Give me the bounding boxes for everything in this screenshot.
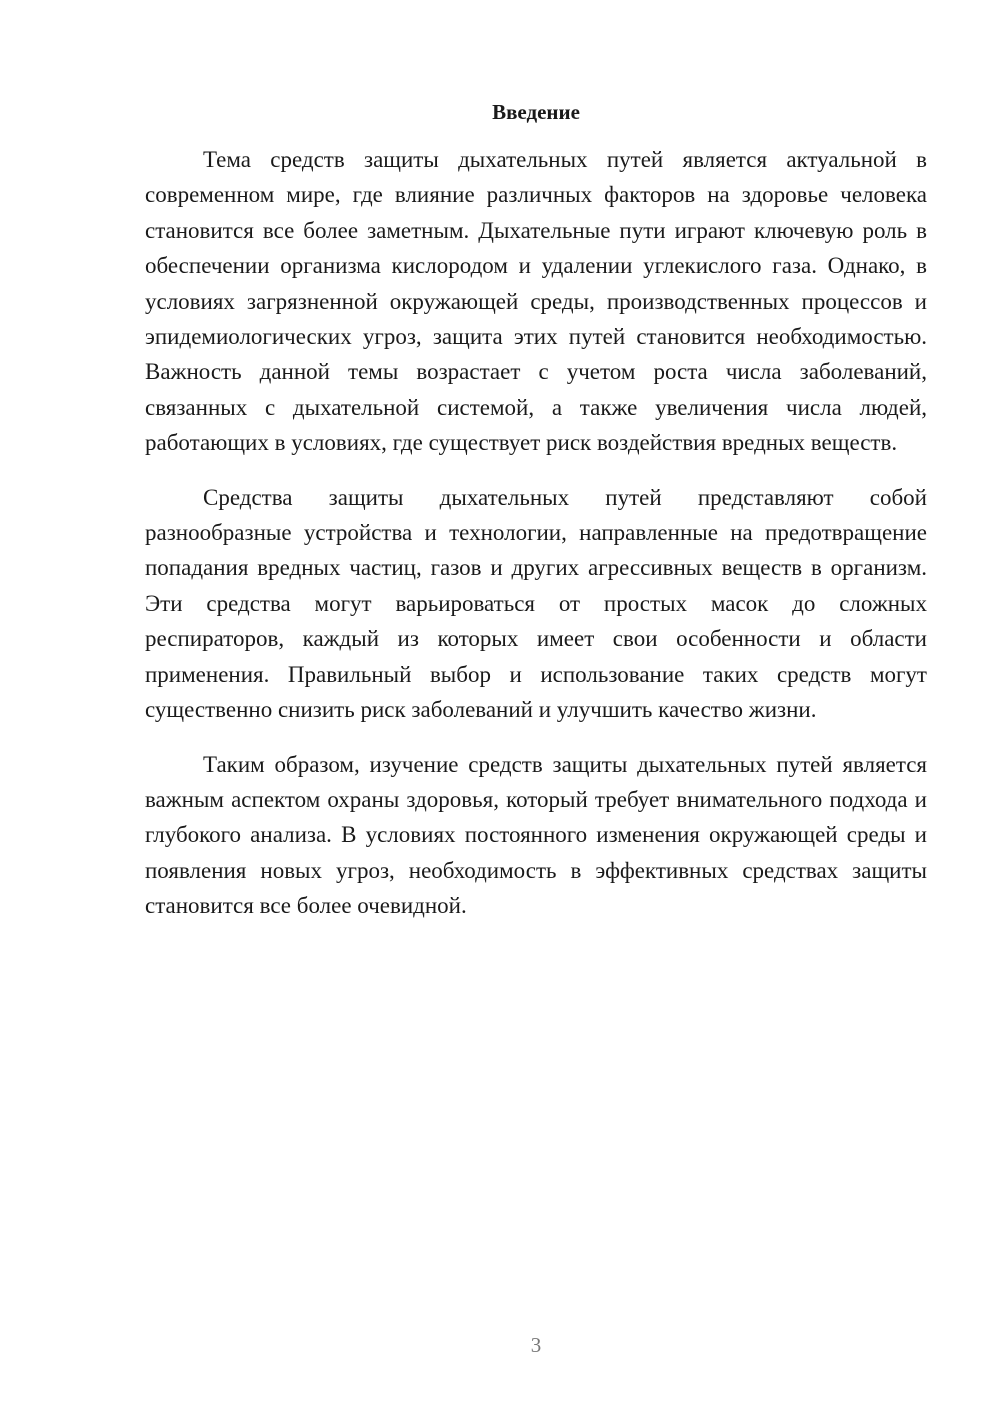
body-text bbox=[145, 142, 927, 943]
page-number: 3 bbox=[530, 1333, 542, 1357]
paragraph-3: Таким образом, изучение средств защиты дыхательных путей является важным аспектом охраны здоровья, который требует внимательного подхода и глубокого анализа. В условиях постоянного изменения окружающей среды и появления новых угроз, необходимость в эффективных средствах защиты становится все более очевидной. bbox=[145, 751, 927, 919]
paragraph-2: Средства защиты дыхательных путей представляют собой разнообразные устройства и технологии, направленные на предотвращение попадания вредных частиц, газов и других агрессивных веществ в организм. Эти средства могут варьироваться от простых масок до сложных респираторов, каждый из которых имеет свои особенности и области применения. Правильный выбор и использование таких средств могут существенно снизить риск заболеваний и улучшить качество жизни. bbox=[145, 484, 927, 723]
paragraph-1: Тема средств защиты дыхательных путей является актуальной в современном мире, где влияние различных факторов на здоровье человека становится все более заметным. Дыхательные пути играют ключевую роль в обеспечении организма кислородом и удалении углекислого газа. Однако, в условиях загрязненной окружающей среды, производственных процессов и эпидемиологических угроз, защита этих путей становится необходимостью. Важность данной темы возрастает с учетом роста числа заболеваний, связанных с дыхательной системой, а также увеличения числа людей, работающих в условиях, где существует риск воздействия вредных веществ. bbox=[145, 147, 927, 456]
section-heading: Введение bbox=[492, 100, 580, 124]
